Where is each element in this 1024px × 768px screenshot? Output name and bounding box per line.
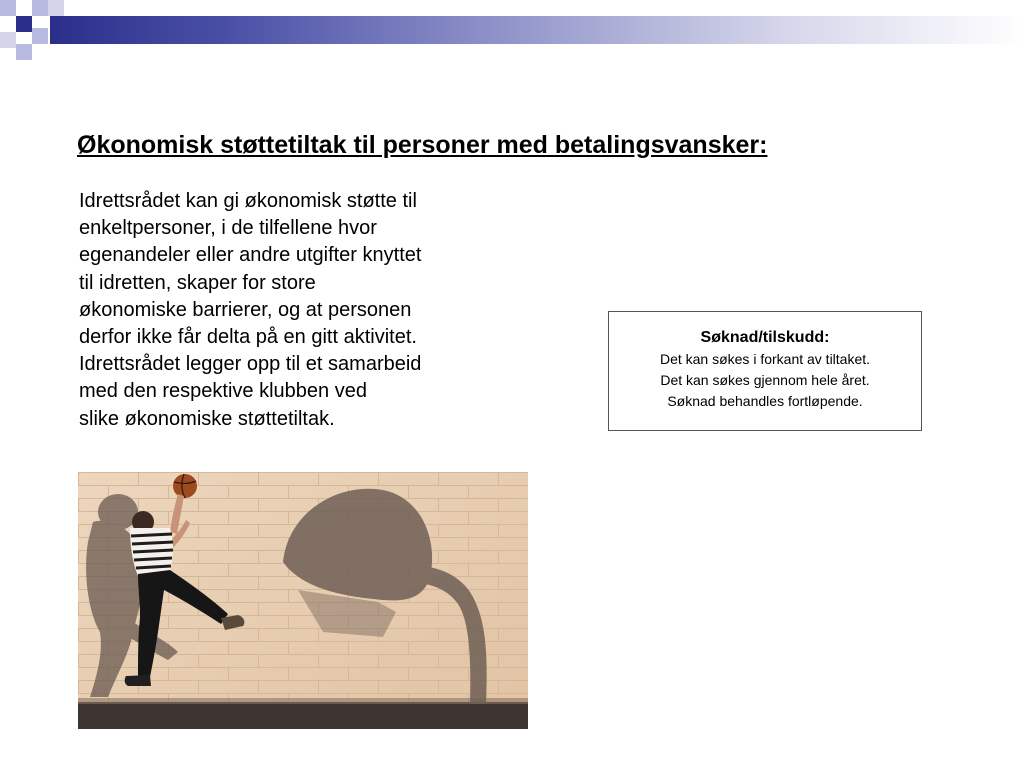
decor-square	[0, 0, 16, 16]
header-gradient-band	[50, 16, 1024, 44]
body-line: egenandeler eller andre utgifter knyttet	[79, 244, 422, 267]
info-box-line: Det kan søkes i forkant av tiltaket.	[659, 351, 871, 367]
body-line: Idrettsrådet legger opp til et samarbeid	[79, 353, 422, 376]
body-line: derfor ikke får delta på en gitt aktivitet.	[79, 326, 417, 349]
body-line: Idrettsrådet kan gi økonomisk støtte til	[79, 190, 417, 212]
ground	[78, 702, 528, 729]
info-box-heading: Søknad/tilskudd:	[700, 329, 830, 346]
body-text	[79, 188, 479, 433]
slide-title: Økonomisk støttetiltak til personer med betalingsvansker:	[77, 131, 768, 159]
decor-square	[16, 44, 32, 60]
decor-square	[0, 32, 16, 48]
body-line: slike økonomiske støttetiltak.	[79, 407, 335, 430]
body-line: med den respektive klubben ved	[79, 380, 367, 403]
decor-square	[0, 16, 16, 32]
info-box	[608, 311, 922, 431]
decor-square	[32, 0, 48, 16]
decor-square	[32, 28, 48, 44]
info-box-line: Søknad behandles fortløpende.	[667, 393, 863, 409]
decor-square	[16, 16, 32, 32]
decor-square	[16, 0, 32, 16]
body-line: enkeltpersoner, i de tilfellene hvor	[79, 217, 377, 240]
info-box-line: Det kan søkes gjennom hele året.	[660, 372, 870, 388]
body-line: økonomiske barrierer, og at personen	[79, 298, 412, 321]
decor-square	[48, 0, 64, 16]
basketball-player-photo	[78, 472, 528, 729]
body-line: til idretten, skaper for store	[79, 271, 316, 294]
